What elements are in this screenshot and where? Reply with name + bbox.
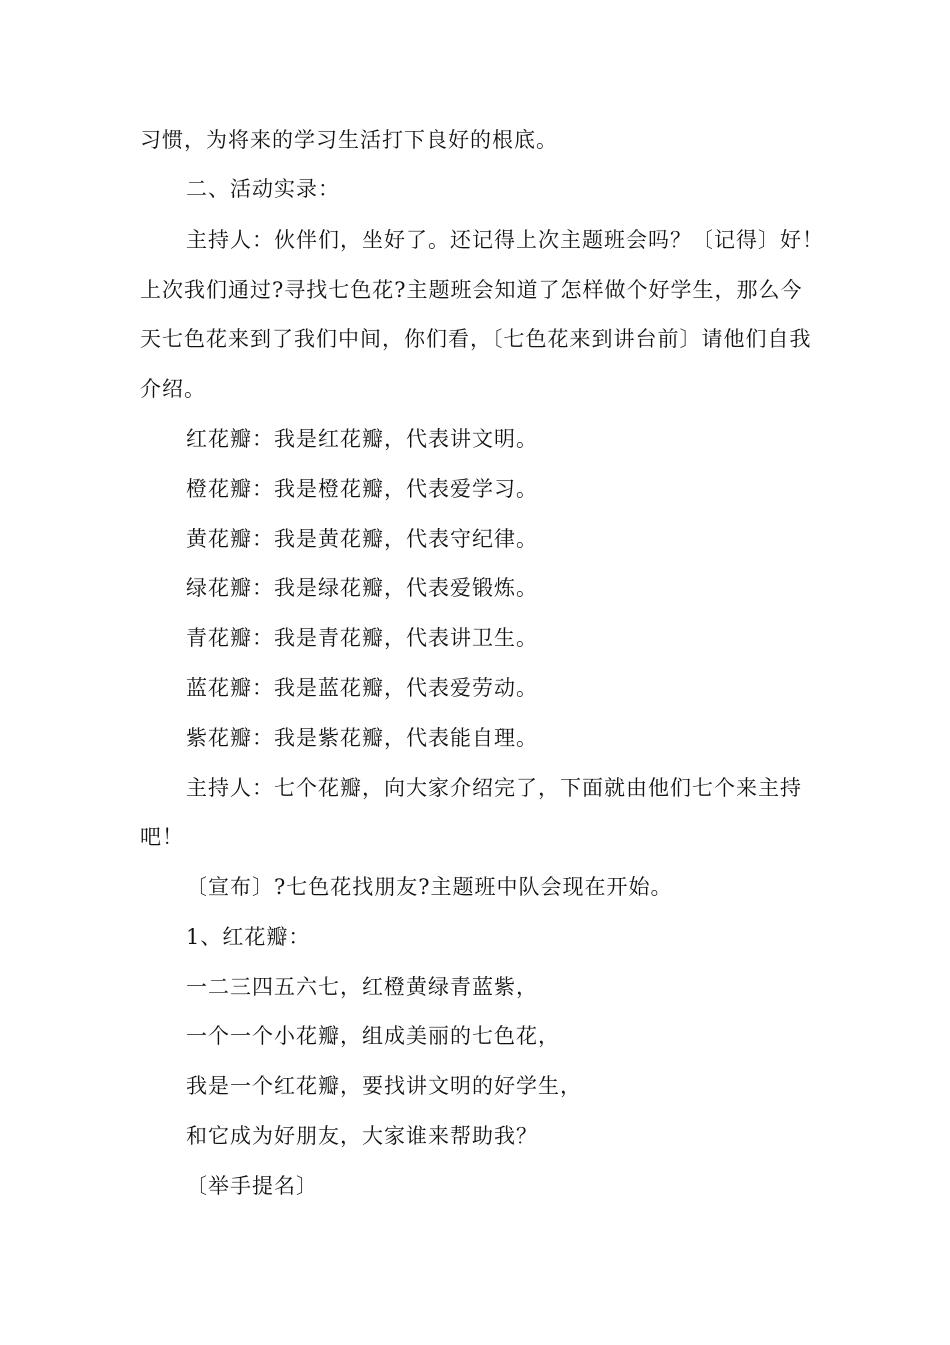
text-line: 天七色花来到了我们中间，你们看，〔七色花来到讲台前〕请他们自我 (140, 327, 812, 351)
text-line: 〔举手提名〕 (186, 1174, 318, 1198)
text-line: 一二三四五六七，红橙黄绿青蓝紫， (186, 975, 538, 999)
text-line: 和它成为好朋友，大家谁来帮助我？ (186, 1124, 538, 1148)
text-line: 介绍。 (140, 377, 206, 401)
text-line: 吧！ (140, 825, 184, 849)
text-line: 〔宣布〕?七色花找朋友?主题班中队会现在开始。 (186, 875, 673, 899)
text-line: 一个一个小花瓣，组成美丽的七色花， (186, 1024, 560, 1048)
text-line: 青花瓣：我是青花瓣，代表讲卫生。 (186, 626, 538, 650)
text-line: 橙花瓣：我是橙花瓣，代表爱学习。 (186, 477, 538, 501)
text-line: 习惯，为将来的学习生活打下良好的根底。 (140, 128, 558, 152)
text-line: 我是一个红花瓣，要找讲文明的好学生， (186, 1074, 582, 1098)
text-line: 主持人：七个花瓣，向大家介绍完了，下面就由他们七个来主持 (186, 776, 802, 800)
text-line: 黄花瓣：我是黄花瓣，代表守纪律。 (186, 527, 538, 551)
text-line: 1、红花瓣： (186, 925, 311, 949)
text-line: 主持人：伙伴们，坐好了。还记得上次主题班会吗？〔记得〕好！ (186, 228, 824, 252)
text-line: 绿花瓣：我是绿花瓣，代表爱锻炼。 (186, 576, 538, 600)
section-heading: 二、活动实录： (186, 177, 340, 201)
text-line: 蓝花瓣：我是蓝花瓣，代表爱劳动。 (186, 676, 538, 700)
text-line: 上次我们通过?寻找七色花?主题班会知道了怎样做个好学生，那么今 (140, 278, 803, 302)
text-line: 紫花瓣：我是紫花瓣，代表能自理。 (186, 726, 538, 750)
text-line: 红花瓣：我是红花瓣，代表讲文明。 (186, 427, 538, 451)
